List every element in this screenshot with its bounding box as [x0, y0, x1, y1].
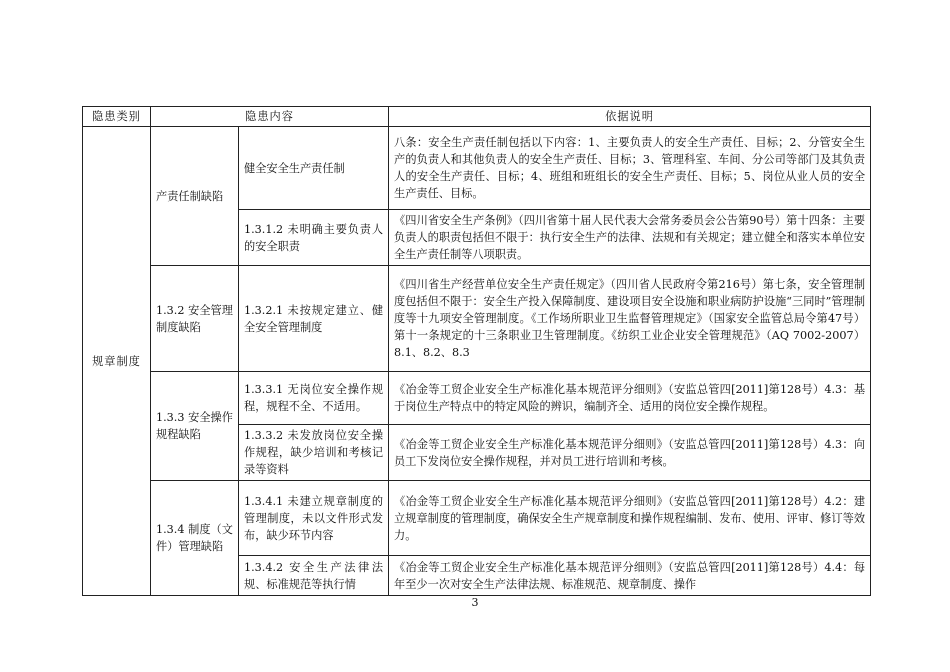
item-cell: 1.3.2.1 未按规定建立、健全安全管理制度 — [239, 266, 389, 372]
basis-cell: 《四川省安全生产条例》（四川省第十届人民代表大会常务委员会公告第90号）第十四条：主要负责人的职责包括但不限于：执行安全生产的法律、法规和有关规定；建立健全和落实本单位安全生产责任制等八项职责。 — [389, 210, 871, 266]
table-row — [83, 127, 871, 210]
item-cell: 1.3.1.2 未明确主要负责人的安全职责 — [239, 210, 389, 266]
subcategory-cell: 1.3.3 安全操作规程缺陷 — [151, 372, 239, 481]
basis-cell: 《冶金等工贸企业安全生产标准化基本规范评分细则》（安监总管四[2011]第128号）4.3：基于岗位生产特点中的特定风险的辨识，编制齐全、适用的岗位安全操作规程。 — [389, 372, 871, 425]
item-cell: 1.3.3.1 无岗位安全操作规程，规程不全、不适用。 — [239, 372, 389, 425]
item-cell: 1.3.4.2 安全生产法律法规、标准规范等执行情 — [239, 556, 389, 596]
basis-cell: 《四川省生产经营单位安全生产责任规定》（四川省人民政府令第216号）第七条，安全管理制度包括但不限于：安全生产投入保障制度、建设项目安全设施和职业病防护设施“三同时”管理制度等十九项安全管理制度。《工作场所职业卫生监督管理规定》（国家安全监管总局令第47号）第十一条规定的十三条职业卫生管理制度。《纺织工业企业安全管理规范》（AQ 7002-2007）8.1、8.2、8.3 — [389, 266, 871, 372]
category-cell: 规章制度 — [83, 127, 151, 596]
item-cell: 1.3.3.2 未发放岗位安全操作规程，缺少培训和考核记录等资料 — [239, 425, 389, 481]
basis-cell: 八条：安全生产责任制包括以下内容：1、主要负责人的安全生产责任、目标；2、分管安全生产的负责人和其他负责人的安全生产责任、目标；3、管理科室、车间、分公司等部门及其负责人的安全生产责任、目标；4、班组和班组长的安全生产责任、目标；5、岗位从业人员的安全生产责任、目标。 — [389, 127, 871, 210]
header-category: 隐患类别 — [83, 107, 151, 127]
subcategory-cell: 产责任制缺陷 — [151, 127, 239, 266]
item-cell: 1.3.4.1 未建立规章制度的管理制度，未以文件形式发布，缺少环节内容 — [239, 481, 389, 556]
basis-cell: 《冶金等工贸企业安全生产标准化基本规范评分细则》（安监总管四[2011]第128号）4.2：建立规章制度的管理制度，确保安全生产规章制度和操作规程编制、发布、使用、评审、修订等效力。 — [389, 481, 871, 556]
header-content: 隐患内容 — [151, 107, 389, 127]
table-row — [83, 481, 871, 556]
basis-cell: 《冶金等工贸企业安全生产标准化基本规范评分细则》（安监总管四[2011]第128号）4.4：每年至少一次对安全生产法律法规、标准规范、规章制度、操作 — [389, 556, 871, 596]
header-basis: 依据说明 — [389, 107, 871, 127]
hazard-table — [82, 106, 871, 596]
table-header-row — [83, 107, 871, 127]
table-row — [83, 372, 871, 425]
subcategory-cell: 1.3.2 安全管理制度缺陷 — [151, 266, 239, 372]
table-row — [83, 266, 871, 372]
page-number: 3 — [471, 596, 479, 609]
item-cell: 健全安全生产责任制 — [239, 127, 389, 210]
subcategory-cell: 1.3.4 制度（文件）管理缺陷 — [151, 481, 239, 596]
basis-cell: 《冶金等工贸企业安全生产标准化基本规范评分细则》（安监总管四[2011]第128号）4.3：向员工下发岗位安全操作规程，并对员工进行培训和考核。 — [389, 425, 871, 481]
